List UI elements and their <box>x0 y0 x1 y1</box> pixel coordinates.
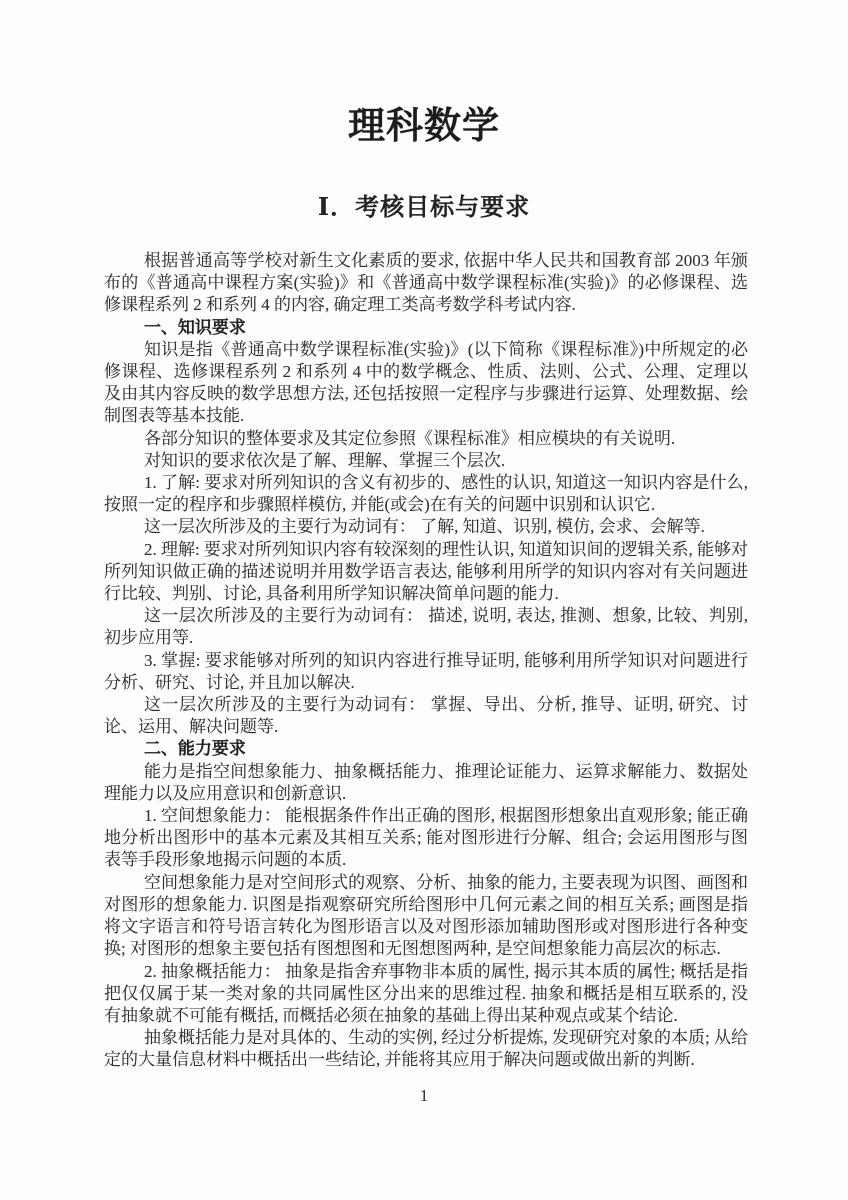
paragraph: 各部分知识的整体要求及其定位参照《课程标准》相应模块的有关说明. <box>143 428 676 448</box>
paragraph: 这一层次所涉及的主要行为动词有： 掌握、导出、分析, 推导、证明, 研究、讨论、运用、解决问题等. <box>104 695 748 737</box>
content-area <box>104 250 748 1072</box>
section-heading: Ⅰ．考核目标与要求 <box>317 195 531 221</box>
paragraph: 空间想象能力是对空间形式的观察、分析、抽象的能力, 主要表现为识图、画图和对图形的想象能力. 识图是指观察研究所给图形中几何元素之间的相互关系; 画图是指将文字语言和符号语言转化为图形语言以及对图形添加辅助图形或对图形进行各种变换; 对图形的想象主要包括有图想图和无图想图两种, 是空间想象能力高层次的标志. <box>104 872 748 959</box>
paragraph: 2. 理解: 要求对所列知识内容有较深刻的理性认识, 知道知识间的逻辑关系, 能够对所列知识做正确的描述说明并用数学语言表达, 能够利用所学的知识内容对有关问题进行比较、判别、讨论, 具备利用所学知识解决简单问题的能力. <box>104 539 748 604</box>
paragraph: 知识是指《普通高中数学课程标准(实验)》(以下简称《课程标准》)中所规定的必修课程、选修课程系列 2 和系列 4 中的数学概念、性质、法则、公式、公理、定理以及由其内容反映的数学思想方法, 还包括按照一定程序与步骤进行运算、处理数据、绘制图表等基本技能. <box>104 339 748 426</box>
paragraph: 对知识的要求依次是了解、理解、掌握三个层次. <box>143 450 506 470</box>
paragraph: 1. 了解: 要求对所列知识的含义有初步的、感性的认识, 知道这一知识内容是什么, 按照一定的程序和步骤照样模仿, 并能(或会)在有关的问题中识别和认识它. <box>104 473 748 515</box>
subheading: 二、能力要求 <box>143 739 246 759</box>
page-number: 1 <box>419 1086 429 1105</box>
paragraph: 这一层次所涉及的主要行为动词有： 了解, 知道、识别, 模仿, 会求、会解等. <box>143 517 705 537</box>
paragraph: 这一层次所涉及的主要行为动词有： 描述, 说明, 表达, 推测、想象, 比较、判别, 初步应用等. <box>104 606 748 648</box>
document-title: 理科数学 <box>348 106 500 147</box>
subheading: 一、知识要求 <box>143 317 246 337</box>
paragraph: 2. 抽象概括能力： 抽象是指舍弃事物非本质的属性, 揭示其本质的属性; 概括是指把仅仅属于某一类对象的共同属性区分出来的思维过程. 抽象和概括是相互联系的, 没有抽象就不可能有概括, 而概括必须在抽象的基础上得出某种观点或某个结论. <box>104 961 748 1025</box>
paragraph: 能力是指空间想象能力、抽象概括能力、推理论证能力、运算求解能力、数据处理能力以及应用意识和创新意识. <box>104 761 748 803</box>
paragraph: 根据普通高等学校对新生文化素质的要求, 依据中华人民共和国教育部 2003 年颁布的《普通高中课程方案(实验)》和《普通高中数学课程标准(实验)》的必修课程、选修课程系列 2 和系列 4 的内容, 确定理工类高考数学科考试内容. <box>104 251 748 315</box>
paragraph: 抽象概括能力是对具体的、生动的实例, 经过分析提炼, 发现研究对象的本质; 从给定的大量信息材料中概括出一些结论, 并能将其应用于解决问题或做出新的判断. <box>104 1028 748 1070</box>
paragraph: 1. 空间想象能力： 能根据条件作出正确的图形, 根据图形想象出直观形象; 能正确地分析出图形中的基本元素及其相互关系; 能对图形进行分解、组合; 会运用图形与图表等手段形象地揭示问题的本质. <box>104 806 748 870</box>
paragraph: 3. 掌握: 要求能够对所列的知识内容进行推导证明, 能够利用所学知识对问题进行分析、研究、讨论, 并且加以解决. <box>104 650 748 692</box>
